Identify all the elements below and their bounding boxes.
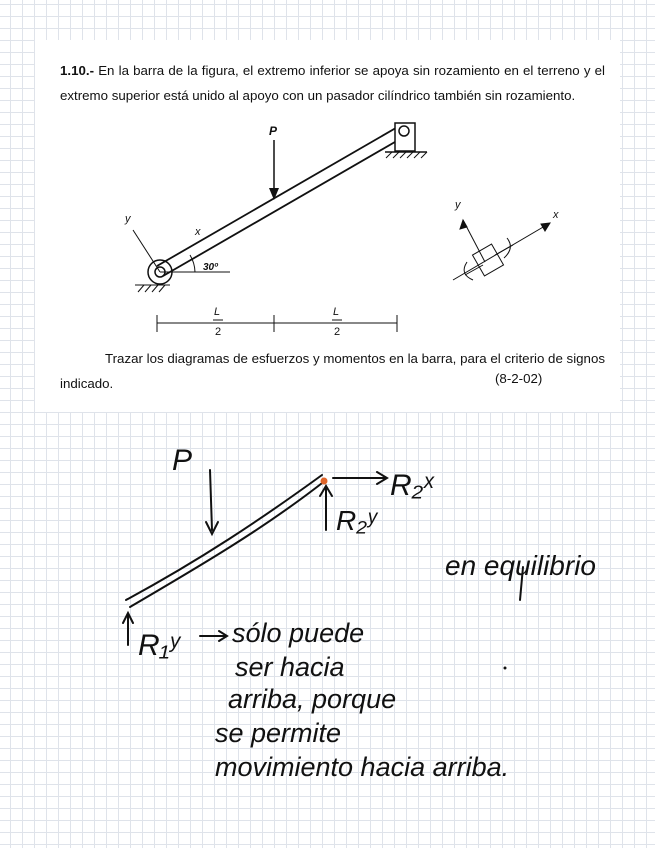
angle-label: 30º <box>203 262 218 273</box>
load-label: P <box>269 124 278 138</box>
sketch-beam <box>126 475 322 600</box>
hw-load: P <box>172 444 193 477</box>
dim-right-num: L <box>333 306 340 318</box>
hw-note-5: movimiento hacia arriba. <box>215 752 510 782</box>
sign-axis-x-label: x <box>553 209 559 221</box>
problem-question: Trazar los diagramas de esfuerzos y momentos en la barra, para el criterio de signos indicado. <box>60 351 605 391</box>
sign-axis-y-label: y <box>455 199 461 211</box>
problem-number: 1.10.- <box>60 63 95 78</box>
hw-note-4: se permite <box>215 718 342 748</box>
axis-y-label: y <box>125 213 131 225</box>
problem-text: En la barra de la figura, el extremo inferior se apoya sin rozamiento en el terreno y el extremo superior está unido al apoyo con un pasador cilíndrico también sin rozamiento. <box>60 63 605 103</box>
hw-note-1: sólo puede <box>232 618 365 648</box>
hw-note-3: arriba, porque <box>228 684 397 714</box>
sketch-load-arrow <box>210 470 212 530</box>
hw-r2x: R₂ˣ <box>390 469 434 502</box>
sketch-pin-dot <box>321 478 328 485</box>
hw-equilibrium: en equilibrio <box>445 550 596 581</box>
axis-x-label: x <box>195 226 201 238</box>
hw-note-2: ser hacia <box>235 652 345 682</box>
problem-reference: (8-2-02) <box>495 371 543 386</box>
dim-right-den: 2 <box>334 326 341 338</box>
hw-r2y: R₂ʸ <box>336 505 377 536</box>
dim-left-den: 2 <box>215 326 222 338</box>
dim-left-num: L <box>214 306 221 318</box>
hw-r1y: R₁ʸ <box>138 629 180 662</box>
